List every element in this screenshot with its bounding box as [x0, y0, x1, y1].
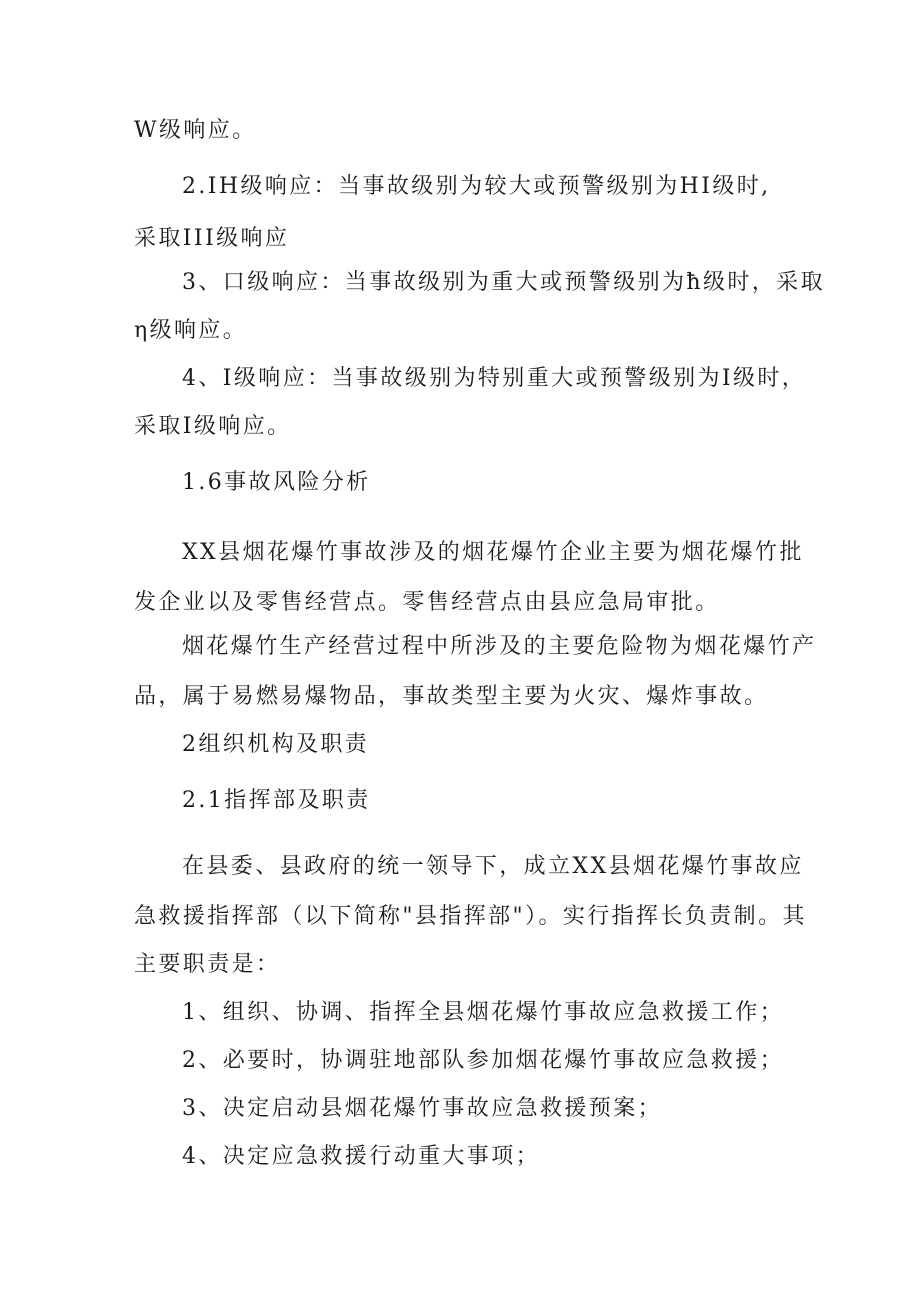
text-line-level-2-response-cont: η级响应。 — [134, 318, 248, 343]
text-line-command-paragraph: 在县委、县政府的统一领导下，成立XX县烟花爆竹事故应 — [182, 854, 804, 879]
text-line-level-2-response: 3、口级响应：当事故级别为重大或预警级别为ħ级时，采取 — [182, 270, 825, 295]
text-line-risk-paragraph-1: XX县烟花爆竹事故涉及的烟花爆竹企业主要为烟花爆竹批 — [182, 540, 804, 565]
text-line-level-1-response: 4、I级响应：当事故级别为特别重大或预警级别为I级时， — [182, 366, 807, 391]
section-heading-command-duties: 2.1指挥部及职责 — [182, 788, 371, 813]
text-line-level-3-response: 2.IH级响应：当事故级别为较大或预警级别为HI级时, — [182, 174, 771, 199]
list-item-duty-1: 1、组织、协调、指挥全县烟花爆竹事故应急救援工作； — [182, 1000, 784, 1025]
section-heading-organization: 2组织机构及职责 — [182, 732, 370, 757]
section-heading-risk-analysis: 1.6事故风险分析 — [182, 470, 371, 495]
text-line-level-1-response-cont: 采取I级响应。 — [134, 414, 292, 439]
text-line-w-level-response-end: W级响应。 — [134, 118, 257, 143]
text-line-risk-paragraph-2-cont: 品，属于易燃易爆物品，事故类型主要为火灾、爆炸事故。 — [134, 684, 769, 709]
text-line-risk-paragraph-1-cont: 发企业以及零售经营点。零售经营点由县应急局审批。 — [134, 590, 720, 615]
text-line-risk-paragraph-2: 烟花爆竹生产经营过程中所涉及的主要危险物为烟花爆竹产 — [182, 634, 817, 659]
list-item-duty-2: 2、必要时，协调驻地部队参加烟花爆竹事故应急救援； — [182, 1048, 784, 1073]
list-item-duty-3: 3、决定启动县烟花爆竹事故应急救援预案； — [182, 1096, 662, 1121]
text-line-level-3-response-cont: 采取III级响应 — [134, 226, 290, 251]
list-item-duty-4: 4、决定应急救援行动重大事项； — [182, 1144, 540, 1169]
text-line-command-paragraph-cont-1: 急救援指挥部（以下简称"县指挥部"）。实行指挥长负责制。其 — [134, 904, 807, 929]
text-line-command-paragraph-cont-2: 主要职责是： — [134, 952, 281, 977]
